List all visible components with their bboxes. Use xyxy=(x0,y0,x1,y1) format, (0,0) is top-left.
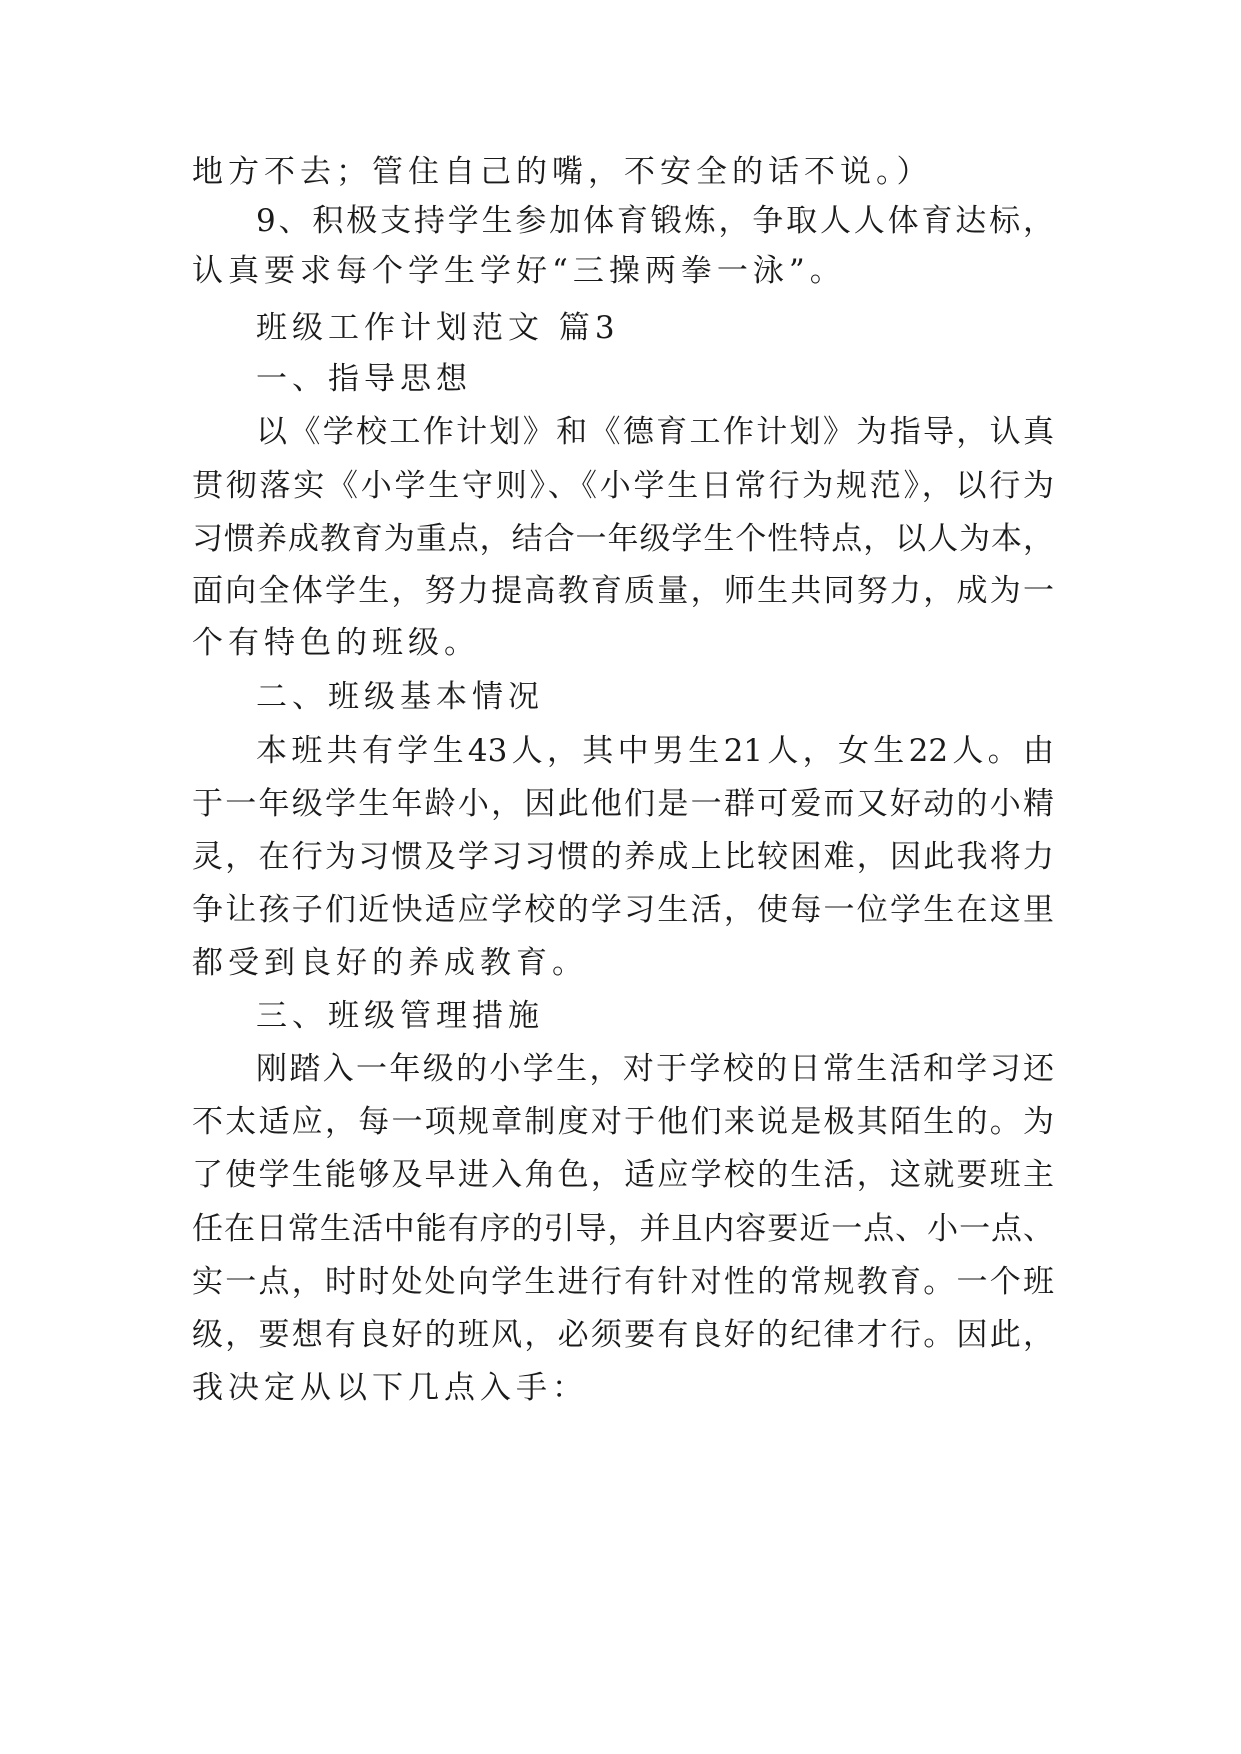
paragraph-line: 实一点，时时处处向学生进行有针对性的常规教育。一个班 xyxy=(192,1264,1054,1300)
paragraph-line: 灵，在行为习惯及学习习惯的养成上比较困难，因此我将力 xyxy=(192,839,1054,875)
paragraph-line: 本班共有学生43人，其中男生21人，女生22人。由 xyxy=(256,733,1054,769)
paragraph-line: 贯彻落实《小学生守则》、《小学生日常行为规范》，以行为 xyxy=(192,468,1054,504)
paragraph-line: 任在日常生活中能有序的引导，并且内容要近一点、小一点、 xyxy=(192,1211,1054,1247)
paragraph-line: 9、积极支持学生参加体育锻炼，争取人人体育达标， xyxy=(256,203,1054,239)
section-heading: 一、指导思想 xyxy=(256,361,472,397)
paragraph-line: 我决定从以下几点入手： xyxy=(192,1370,588,1406)
paragraph-line: 面向全体学生，努力提高教育质量，师生共同努力，成为一 xyxy=(192,573,1054,609)
paragraph-line: 习惯养成教育为重点，结合一年级学生个性特点，以人为本， xyxy=(192,521,1054,557)
paragraph-line: 刚踏入一年级的小学生，对于学校的日常生活和学习还 xyxy=(256,1051,1054,1087)
paragraph-line: 了使学生能够及早进入角色，适应学校的生活，这就要班主 xyxy=(192,1157,1054,1193)
section-heading: 三、班级管理措施 xyxy=(256,998,544,1034)
paragraph-line: 认真要求每个学生学好“三操两拳一泳”。 xyxy=(192,253,846,289)
paragraph-line: 级，要想有良好的班风，必须要有良好的纪律才行。因此， xyxy=(192,1317,1054,1353)
paragraph-line: 争让孩子们近快适应学校的学习生活，使每一位学生在这里 xyxy=(192,892,1054,928)
paragraph-line: 地方不去；管住自己的嘴，不安全的话不说。） xyxy=(192,154,933,190)
paragraph-line: 个有特色的班级。 xyxy=(192,625,480,661)
paragraph-line: 于一年级学生年龄小，因此他们是一群可爱而又好动的小精 xyxy=(192,786,1054,822)
paragraph-line: 不太适应，每一项规章制度对于他们来说是极其陌生的。为 xyxy=(192,1104,1054,1140)
section-title: 班级工作计划范文 篇3 xyxy=(256,310,620,346)
paragraph-line: 都受到良好的养成教育。 xyxy=(192,945,588,981)
paragraph-line: 以《学校工作计划》和《德育工作计划》为指导，认真 xyxy=(256,414,1054,450)
section-heading: 二、班级基本情况 xyxy=(256,679,544,715)
